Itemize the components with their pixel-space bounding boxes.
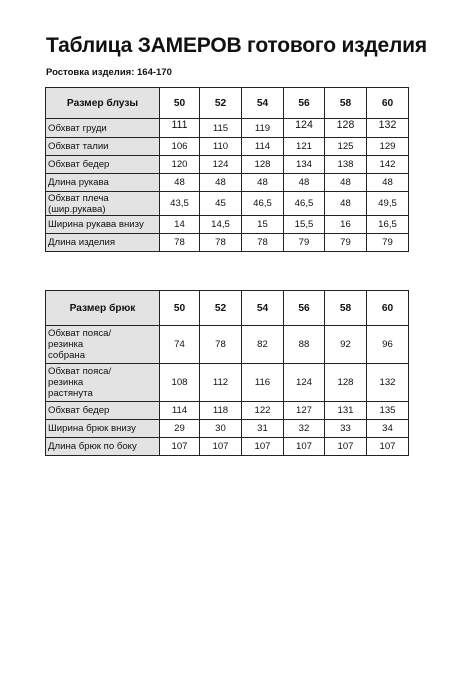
table-cell: 124 (200, 156, 242, 174)
table-row (46, 420, 409, 438)
table-cell: 30 (200, 420, 242, 438)
row-label: Обхват бедер (46, 156, 160, 174)
size-column-header: 52 (200, 88, 242, 119)
table-cell: 31 (242, 420, 284, 438)
table-cell: 78 (242, 234, 284, 252)
table-cell: 48 (284, 174, 325, 192)
table-cell: 128 (325, 119, 367, 138)
table-cell: 43,5 (160, 192, 200, 216)
size-column-header: 54 (242, 291, 284, 326)
table-row (46, 216, 409, 234)
size-column-header: 56 (284, 291, 325, 326)
table-cell: 135 (367, 402, 409, 420)
table-row (46, 364, 409, 402)
table-cell: 32 (284, 420, 325, 438)
table-cell: 29 (160, 420, 200, 438)
table-cell: 16 (325, 216, 367, 234)
table-cell: 128 (242, 156, 284, 174)
table-cell: 48 (200, 174, 242, 192)
table-cell: 122 (242, 402, 284, 420)
row-label: Обхват талии (46, 138, 160, 156)
table-cell: 128 (325, 364, 367, 402)
table-cell: 33 (325, 420, 367, 438)
table-cell: 16,5 (367, 216, 409, 234)
size-column-header: 54 (242, 88, 284, 119)
table-cell: 88 (284, 326, 325, 364)
table-cell: 125 (325, 138, 367, 156)
table-cell: 79 (367, 234, 409, 252)
row-label: Обхват пояса/резинка растянута (46, 364, 160, 402)
pants-header-row (46, 291, 409, 326)
row-label: Обхват плеча (шир.рукава) (46, 192, 160, 216)
table-cell: 107 (325, 438, 367, 456)
table-cell: 107 (242, 438, 284, 456)
table-cell: 121 (284, 138, 325, 156)
table-cell: 114 (160, 402, 200, 420)
table-cell: 79 (325, 234, 367, 252)
size-column-header: 52 (200, 291, 242, 326)
table-cell: 48 (367, 174, 409, 192)
size-column-header: 60 (367, 291, 409, 326)
table-row (46, 119, 409, 138)
table-cell: 138 (325, 156, 367, 174)
table-cell: 115 (200, 119, 242, 138)
row-label: Ширина брюк внизу (46, 420, 160, 438)
table-cell: 120 (160, 156, 200, 174)
table-cell: 15 (242, 216, 284, 234)
table-cell: 48 (160, 174, 200, 192)
table-cell: 116 (242, 364, 284, 402)
pants-size-header: Размер брюк (46, 291, 160, 326)
table-cell: 79 (284, 234, 325, 252)
table-cell: 78 (160, 234, 200, 252)
table-cell: 48 (325, 192, 367, 216)
table-cell: 127 (284, 402, 325, 420)
table-cell: 132 (367, 364, 409, 402)
table-cell: 124 (284, 364, 325, 402)
table-row (46, 326, 409, 364)
table-cell: 134 (284, 156, 325, 174)
table-cell: 34 (367, 420, 409, 438)
table-row (46, 174, 409, 192)
size-column-header: 50 (160, 291, 200, 326)
table-cell: 107 (160, 438, 200, 456)
table-cell: 111 (160, 119, 200, 138)
table-cell: 45 (200, 192, 242, 216)
blouse-size-header: Размер блузы (46, 88, 160, 119)
size-column-header: 56 (284, 88, 325, 119)
table-cell: 119 (242, 119, 284, 138)
table-cell: 110 (200, 138, 242, 156)
table-cell: 142 (367, 156, 409, 174)
table-cell: 107 (367, 438, 409, 456)
table-cell: 112 (200, 364, 242, 402)
blouse-header-row (46, 88, 409, 119)
table-cell: 107 (200, 438, 242, 456)
table-cell: 132 (367, 119, 409, 138)
row-label: Длина брюк по боку (46, 438, 160, 456)
row-label: Длина изделия (46, 234, 160, 252)
table-cell: 114 (242, 138, 284, 156)
row-label: Обхват груди (46, 119, 160, 138)
table-cell: 108 (160, 364, 200, 402)
table-row (46, 192, 409, 216)
table-cell: 96 (367, 326, 409, 364)
size-column-header: 58 (325, 291, 367, 326)
table-cell: 129 (367, 138, 409, 156)
pants-measurements-table (45, 290, 409, 456)
table-cell: 48 (242, 174, 284, 192)
size-column-header: 50 (160, 88, 200, 119)
blouse-measurements-table (45, 87, 409, 252)
row-label: Ширина рукава внизу (46, 216, 160, 234)
table-cell: 131 (325, 402, 367, 420)
table-cell: 15,5 (284, 216, 325, 234)
table-cell: 106 (160, 138, 200, 156)
table-cell: 124 (284, 119, 325, 138)
size-column-header: 60 (367, 88, 409, 119)
table-cell: 49,5 (367, 192, 409, 216)
size-range-subtitle: Ростовка изделия: 164-170 (46, 67, 172, 78)
table-row (46, 234, 409, 252)
row-label: Обхват пояса/резинка собрана (46, 326, 160, 364)
table-cell: 74 (160, 326, 200, 364)
row-label: Длина рукава (46, 174, 160, 192)
page-title: Таблица ЗАМЕРОВ готового изделия (46, 34, 427, 57)
table-row (46, 138, 409, 156)
table-cell: 118 (200, 402, 242, 420)
table-cell: 46,5 (242, 192, 284, 216)
table-cell: 82 (242, 326, 284, 364)
table-cell: 92 (325, 326, 367, 364)
table-cell: 14 (160, 216, 200, 234)
table-cell: 78 (200, 326, 242, 364)
row-label: Обхват бедер (46, 402, 160, 420)
table-cell: 46,5 (284, 192, 325, 216)
table-cell: 78 (200, 234, 242, 252)
table-cell: 48 (325, 174, 367, 192)
size-column-header: 58 (325, 88, 367, 119)
table-cell: 14,5 (200, 216, 242, 234)
table-cell: 107 (284, 438, 325, 456)
table-row (46, 402, 409, 420)
table-row (46, 438, 409, 456)
table-row (46, 156, 409, 174)
